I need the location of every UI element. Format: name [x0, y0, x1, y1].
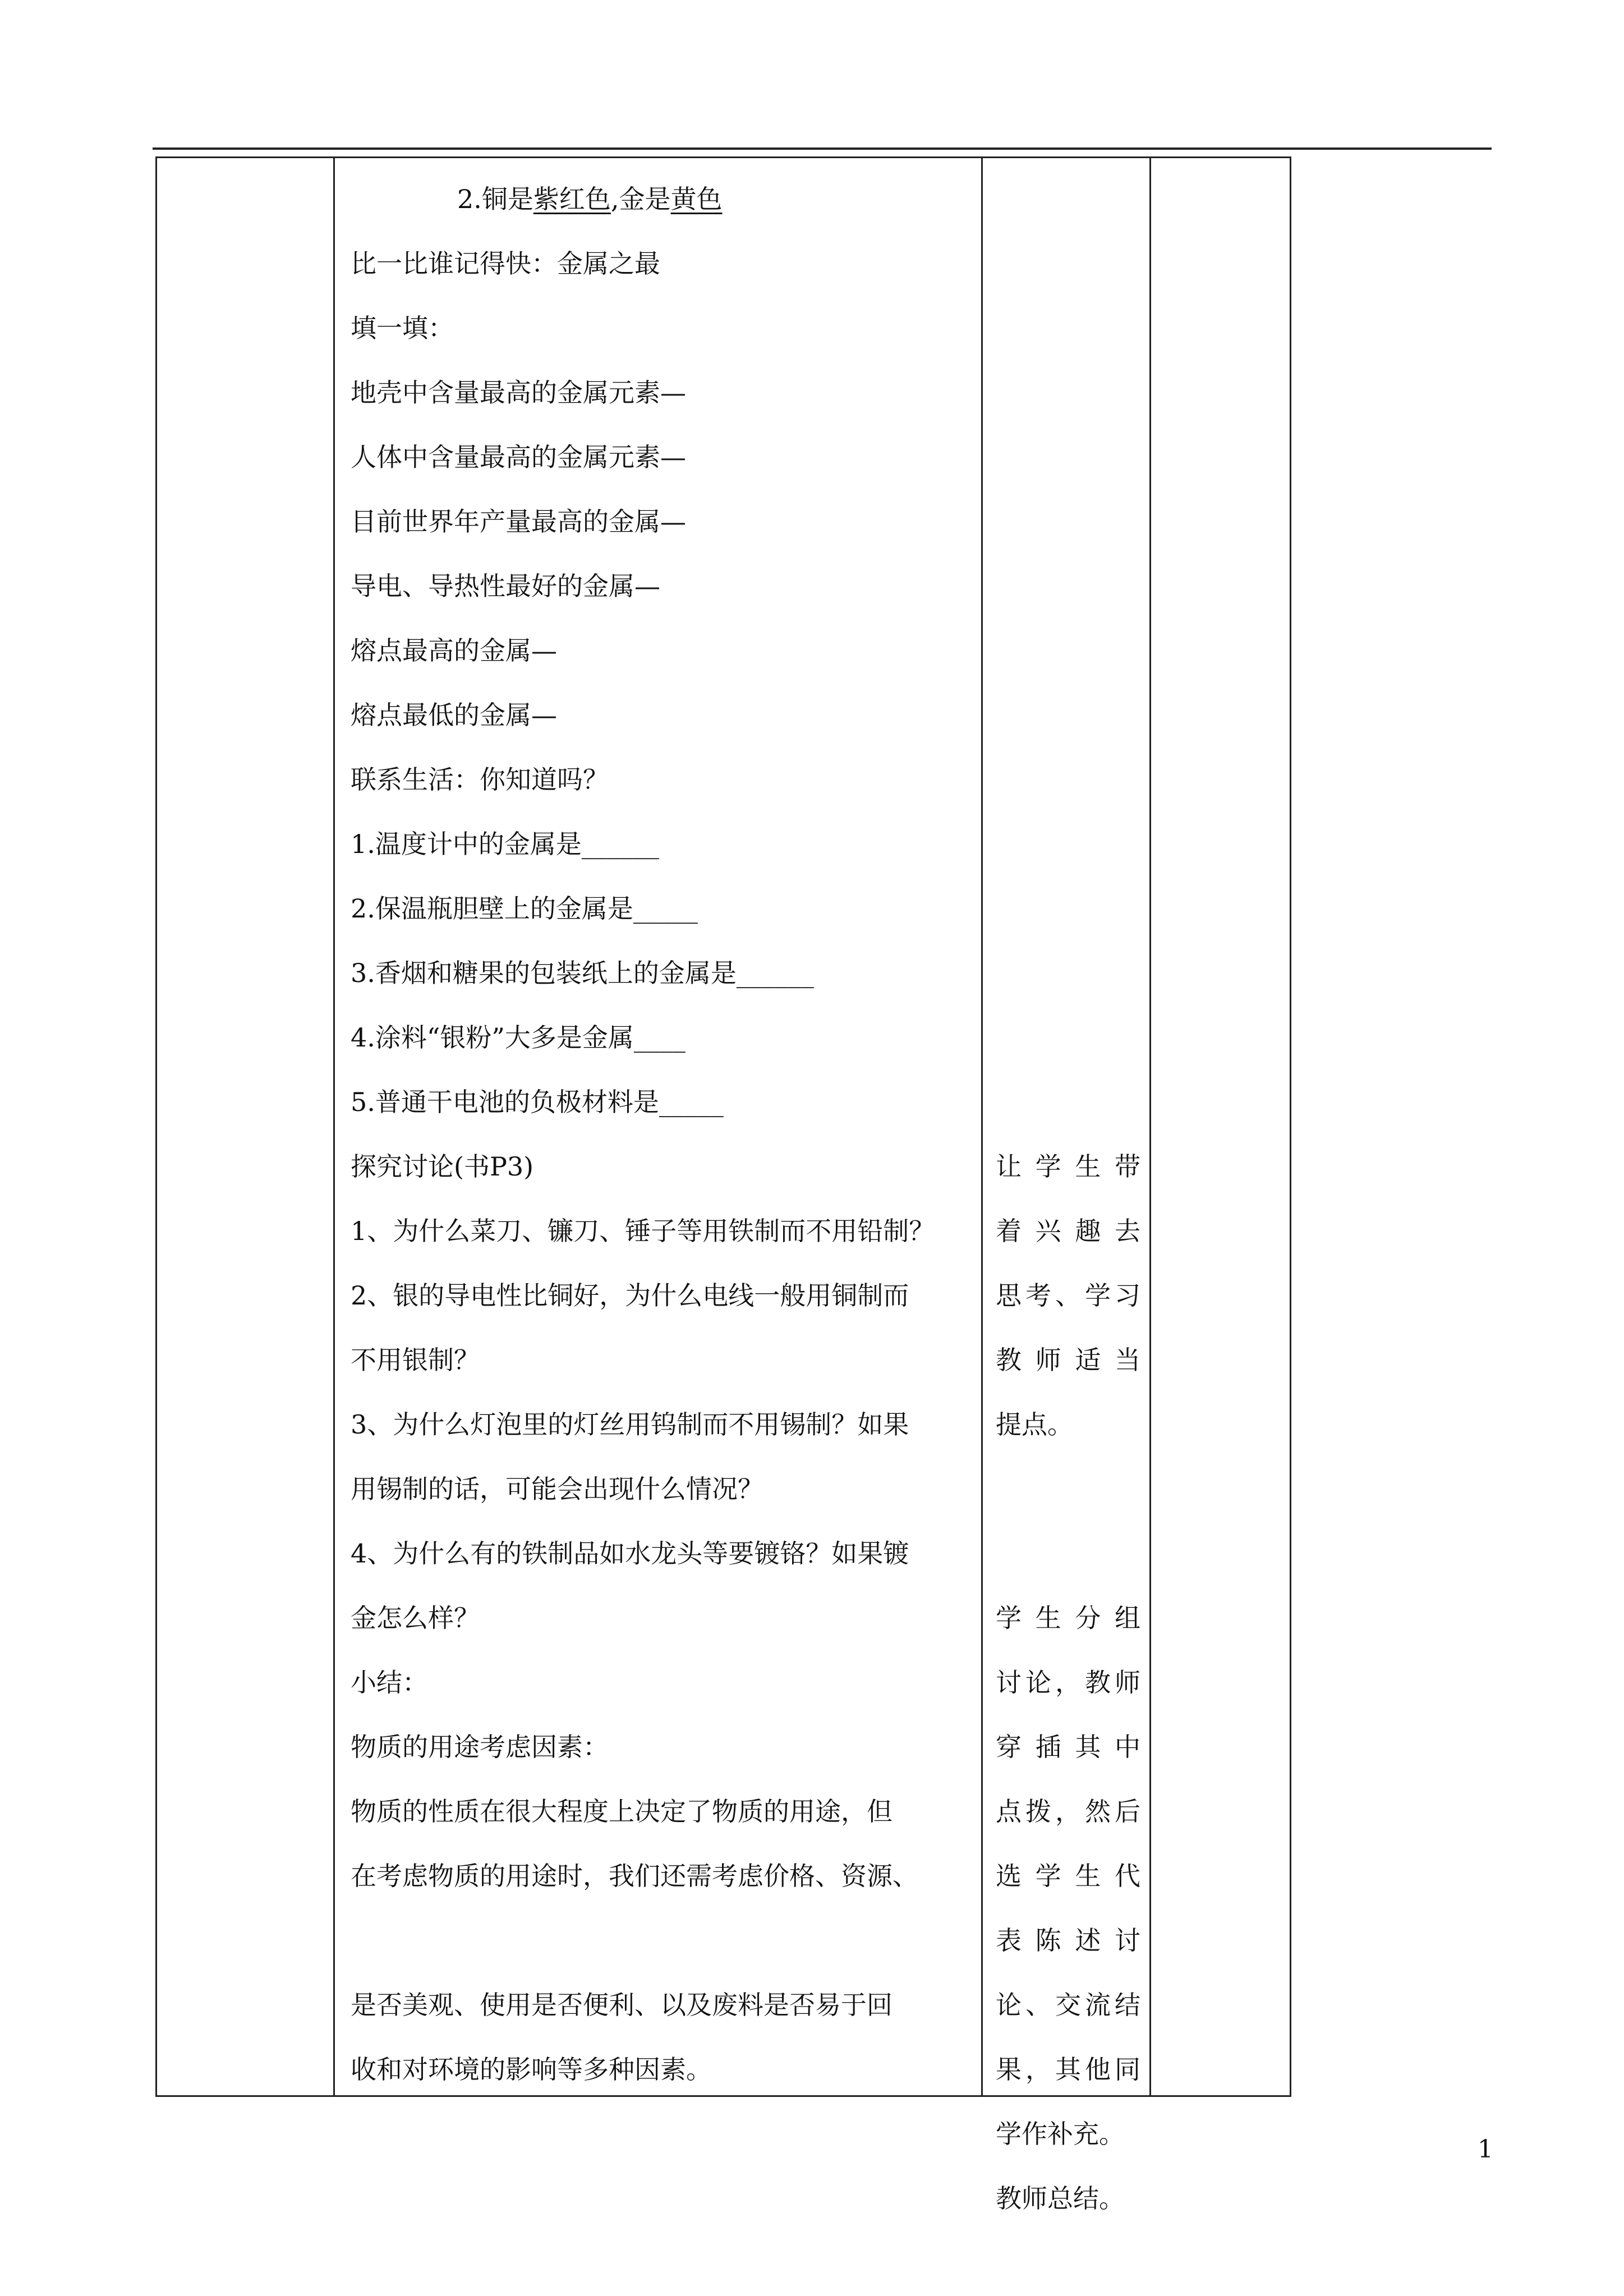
summary-text: 是否美观、使用是否便利、以及废料是否易于回: [351, 1990, 892, 2020]
note-line: 点拨，然后: [996, 1796, 1140, 1827]
blank-line: [351, 1908, 979, 1973]
quiz-question: 5.普通干电池的负极材料是_____: [351, 1087, 724, 1117]
discussion-question: 4、为什么有的铁制品如水龙头等要镀铬？如果镀: [351, 1538, 909, 1569]
life-connection-heading: 联系生活：你知道吗？: [351, 764, 609, 795]
discussion-heading: 探究讨论(书P3): [351, 1151, 534, 1182]
summary-text: 物质的性质在很大程度上决定了物质的用途，但: [351, 1796, 892, 1827]
summary-text: 在考虑物质的用途时，我们还需考虑价格、资源、: [351, 1861, 918, 1891]
note-line: 表陈述讨: [996, 1925, 1140, 1956]
quiz-question: 4.涂料“银粉”大多是金属____: [351, 1022, 686, 1053]
discussion-question-continued: 不用银制？: [351, 1345, 480, 1375]
color-fact-part: ,金是: [610, 184, 671, 214]
fill-in-item: 地壳中含量最高的金属元素—: [351, 377, 686, 408]
page-number: 1: [1478, 2135, 1493, 2164]
fill-in-item: 目前世界年产量最高的金属—: [351, 506, 686, 537]
summary-text: 收和对环境的影响等多种因素。: [351, 2054, 712, 2085]
note-line: 学作补充。: [996, 2119, 1125, 2149]
fill-in-heading: 填一填：: [351, 313, 454, 343]
teaching-note-1: [996, 1135, 1140, 1457]
note-line: 教师总结。: [996, 2183, 1125, 2214]
fill-in-item: 熔点最高的金属—: [351, 635, 557, 666]
color-fact-line: [351, 167, 979, 232]
lesson-content-cell: [351, 167, 979, 2102]
discussion-question-continued: 用锡制的话，可能会出现什么情况？: [351, 1474, 763, 1504]
fill-in-item: 导电、导热性最好的金属—: [351, 571, 660, 601]
teaching-note-2: [996, 1586, 1140, 2231]
header-rule: [153, 147, 1492, 150]
note-line: 果，其他同: [996, 2054, 1140, 2085]
note-line: 提点。: [996, 1409, 1073, 1440]
quiz-question: 1.温度计中的金属是______: [351, 829, 659, 859]
gold-color-answer: 黄色: [670, 184, 723, 214]
discussion-question: 2、银的导电性比铜好，为什么电线一般用铜制而: [351, 1280, 909, 1311]
quiz-question: 2.保温瓶胆壁上的金属是_____: [351, 893, 698, 924]
color-fact-part: 2.铜是: [457, 184, 533, 214]
discussion-question: 1、为什么菜刀、镰刀、锤子等用铁制而不用铅制？: [351, 1216, 935, 1246]
column-divider-1: [333, 158, 335, 2095]
note-line: 讨论，教师: [996, 1667, 1140, 1698]
note-line: 着兴趣去: [996, 1216, 1140, 1246]
discussion-question: 3、为什么灯泡里的灯丝用钨制而不用锡制？如果: [351, 1409, 909, 1440]
quiz-question: 3.香烟和糖果的包装纸上的金属是______: [351, 958, 814, 988]
discussion-question-continued: 金怎么样？: [351, 1603, 480, 1633]
summary-heading: 小结：: [351, 1667, 428, 1698]
column-divider-3: [1149, 158, 1151, 2095]
note-line: 选学生代: [996, 1861, 1140, 1891]
note-line: 让学生带: [996, 1151, 1140, 1182]
metal-superlatives-heading: 比一比谁记得快：金属之最: [351, 248, 660, 279]
copper-color-answer: 紫红色: [533, 184, 611, 214]
note-line: 教师适当: [996, 1345, 1140, 1375]
column-divider-2: [981, 158, 983, 2095]
fill-in-item: 熔点最低的金属—: [351, 700, 557, 730]
note-line: 论、交流结: [996, 1990, 1140, 2020]
fill-in-item: 人体中含量最高的金属元素—: [351, 442, 686, 472]
note-line: 学生分组: [996, 1603, 1140, 1633]
note-line: 思考、学习: [996, 1280, 1140, 1311]
note-line: 穿插其中: [996, 1732, 1140, 1762]
lesson-table: [155, 156, 1291, 2214]
summary-subheading: 物质的用途考虑因素：: [351, 1732, 609, 1762]
